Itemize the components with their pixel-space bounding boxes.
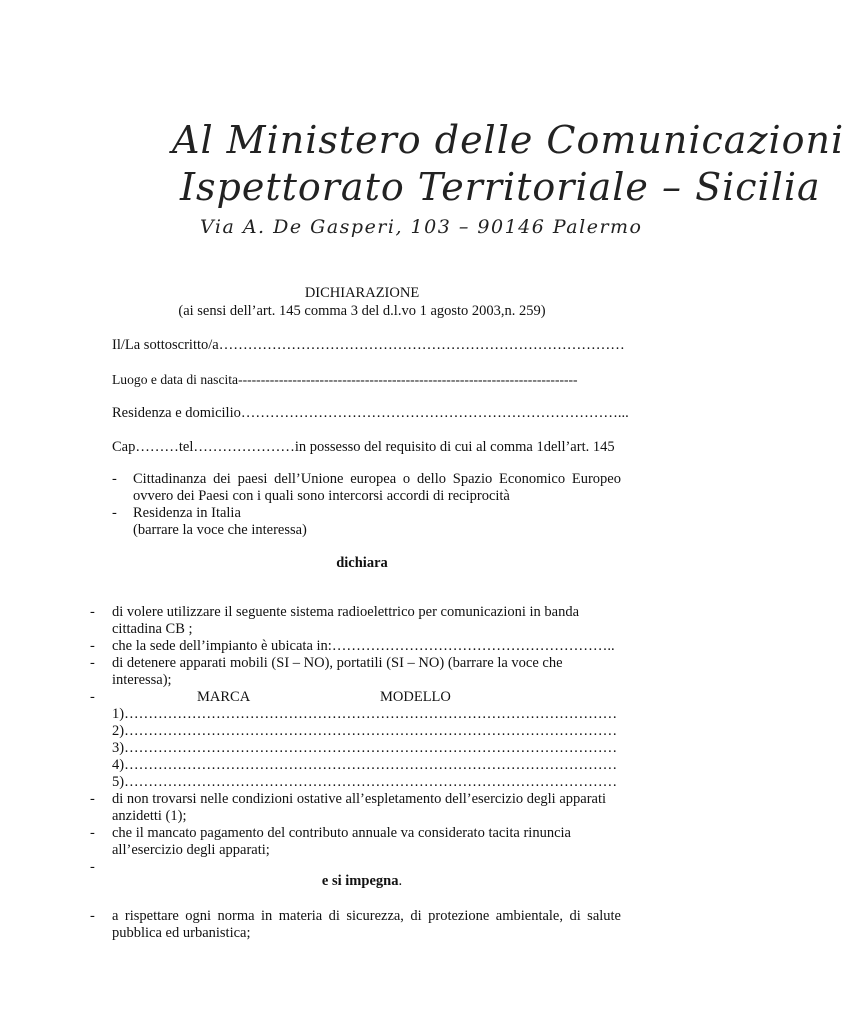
addressee-line-1: Al Ministero delle Comunicazioni [172, 118, 844, 162]
bullet-dash: - [90, 859, 95, 875]
bullet-dash: - [112, 505, 117, 521]
equipment-row-2: 2)………………………………………………………………………………………… [112, 723, 618, 739]
bullet-dash: - [90, 638, 95, 654]
bullet-dash: - [90, 908, 95, 924]
declaration-3-line-2: interessa); [112, 672, 172, 688]
name-field: Il/La sottoscritto/a………………………………………………………………………… [112, 337, 625, 353]
birth-field: Luogo e data di nascita--------------------------------------------------------------------------- [112, 372, 578, 387]
requirement-1-line-2: ovvero dei Paesi con i quali sono intercorsi accordi di reciprocità [133, 488, 510, 504]
requirement-1-line-1: Cittadinanza dei paesi dell’Unione europea o dello Spazio Economico Europeo [133, 471, 621, 487]
declaration-5-line-1: di non trovarsi nelle condizioni ostative all’espletamento dell’esercizio degli apparati [112, 791, 607, 807]
equipment-row-5: 5)………………………………………………………………………………………… [112, 774, 618, 790]
commitment-1-line-2: pubblica ed urbanistica; [112, 925, 251, 941]
residence-field: Residenza e domicilio……………………………………………………………………... [112, 405, 629, 421]
addressee-line-2: Ispettorato Territoriale – Sicilia [180, 165, 821, 209]
bullet-dash: - [90, 655, 95, 671]
declaration-6-line-1: che il mancato pagamento del contributo annuale va considerato tacita rinuncia [112, 825, 571, 841]
equipment-row-4: 4)………………………………………………………………………………………… [112, 757, 618, 773]
bullet-dash: - [90, 689, 95, 705]
declaration-5-line-2: anzidetti (1); [112, 808, 187, 824]
document-title: DICHIARAZIONE [304, 285, 420, 301]
impegna-heading: e si impegna [321, 873, 399, 889]
requirement-2: Residenza in Italia [133, 505, 241, 521]
dichiara-heading: dichiara [336, 555, 388, 571]
equipment-row-3: 3)………………………………………………………………………………………… [112, 740, 618, 756]
impegna-period: . [398, 873, 403, 889]
commitment-1-line-1: a rispettare ogni norma in materia di sicurezza, di protezione ambientale, di salute [112, 908, 621, 924]
bullet-dash: - [90, 825, 95, 841]
declaration-2: che la sede dell’impianto è ubicata in:………………………………………………….. [112, 638, 615, 654]
column-marca: MARCA [197, 689, 251, 705]
cap-tel-field: Cap………tel…………………in possesso del requisito di cui al comma 1dell’art. 145 [112, 439, 615, 455]
bullet-dash: - [112, 471, 117, 487]
impegna-heading-wrap [0, 873, 724, 890]
document-subtitle: (ai sensi dell’art. 145 comma 3 del d.l.vo 1 agosto 2003,n. 259) [178, 303, 546, 319]
declaration-3-line-1: di detenere apparati mobili (SI – NO), portatili (SI – NO) (barrare la voce che [112, 655, 563, 671]
bullet-dash: - [90, 791, 95, 807]
requirement-note: (barrare la voce che interessa) [133, 522, 307, 538]
equipment-row-1: 1)………………………………………………………………………………………… [112, 706, 618, 722]
column-modello: MODELLO [380, 689, 451, 705]
bullet-dash: - [90, 604, 95, 620]
addressee-address: Via A. De Gasperi, 103 – 90146 Palermo [200, 216, 643, 238]
declaration-6-line-2: all’esercizio degli apparati; [112, 842, 270, 858]
declaration-1-line-2: cittadina CB ; [112, 621, 193, 637]
declaration-1-line-1: di volere utilizzare il seguente sistema radioelettrico per comunicazioni in banda [112, 604, 580, 620]
